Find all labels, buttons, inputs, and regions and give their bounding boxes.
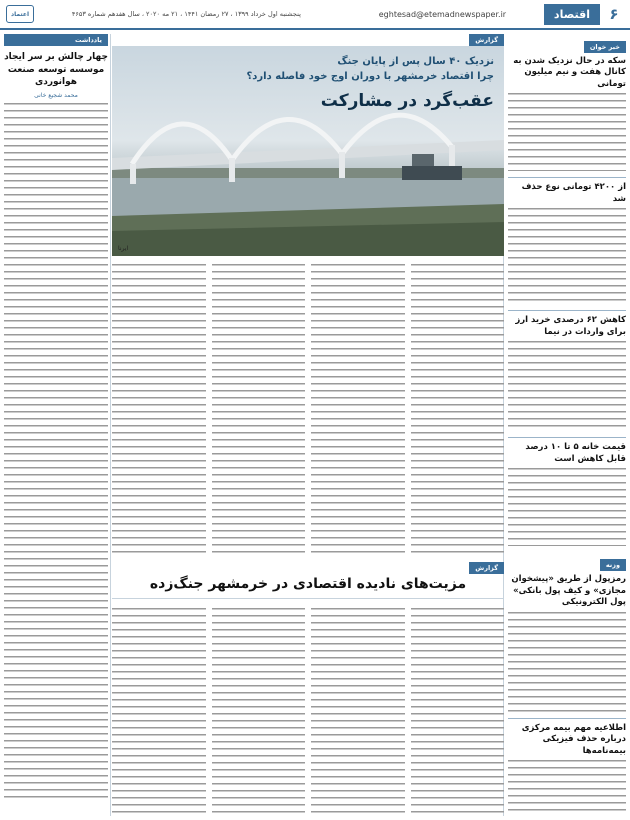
page-header (0, 0, 630, 30)
feature-photo (112, 46, 504, 256)
brief-body-text (508, 208, 626, 304)
section-label-group (544, 4, 624, 25)
photo-credit: ایرنا (118, 245, 129, 252)
page-number: ۶ (609, 5, 619, 23)
opinion-body-text (4, 103, 108, 803)
brief-title[interactable]: قیمت خانه ۵ تا ۱۰ درصد قابل کاهش است (525, 442, 626, 464)
brief-title[interactable]: از ۴۲۰۰ تومانی نوع حذف شد (521, 182, 626, 204)
body-column (311, 264, 405, 554)
opinion-column (4, 34, 108, 816)
body-column (411, 608, 505, 814)
divider (508, 177, 626, 178)
brief-item (508, 182, 626, 304)
issue-date-line: پنجشنبه اول خرداد ۱۳۹۹ ، ۲۷ رمضان ۱۴۴۱ ، ۲۱ مه ۲۰۲۰ ، سال هفدهم شماره ۴۶۵۳ (71, 10, 301, 18)
brief-title[interactable]: کاهش ۶۲ درصدی خرید ارز برای واردات در نیما (515, 315, 626, 337)
opinion-author: محمد شجیع خانی (34, 91, 78, 99)
sidebar-tag-secondary: وزنه (600, 559, 626, 571)
column-divider (110, 34, 111, 816)
opinion-title[interactable]: چهار چالش بر سر ایجاد موسسه توسعه صنعت هوانوردی (4, 52, 108, 88)
brief-title[interactable]: اطلاعیه مهم بیمه مرکزی درباره حذف فیزیکی بیمه‌نامه‌ها (521, 722, 626, 756)
body-column (411, 264, 505, 554)
sidebar-tag: خبر خوان (584, 41, 626, 53)
brief-item (508, 442, 626, 546)
headline-overlay (246, 54, 494, 114)
body-column (212, 264, 306, 554)
overline-secondary: چرا اقتصاد خرمشهر با دوران اوج خود فاصله دارد؟ (246, 71, 494, 82)
section-name: اقتصاد (544, 4, 600, 25)
divider (508, 718, 626, 719)
divider (508, 437, 626, 438)
brief-item (508, 723, 626, 816)
brief-item (508, 56, 626, 171)
opinion-tag: یادداشت (4, 34, 108, 46)
brief-body-text (508, 93, 626, 171)
brief-title[interactable]: سکه در حال نزدیک شدن به کانال هفت و نیم میلیون تومانی (513, 56, 626, 89)
overline-primary: نزدیک ۴۰ سال پس از پایان جنگ (337, 56, 494, 67)
section-email[interactable]: eghtesad@etemadnewspaper.ir (378, 9, 507, 19)
second-kicker: گزارش (469, 562, 504, 574)
body-column (112, 608, 206, 814)
brief-item (508, 315, 626, 431)
feature-headline[interactable]: عقب‌گرد در مشارکت (320, 91, 494, 111)
second-article-body (112, 608, 504, 814)
newspaper-logo: اعتماد (6, 5, 34, 23)
brief-body-text (508, 612, 626, 712)
brief-body-text (508, 468, 626, 546)
second-headline[interactable]: مزیت‌های نادیده اقتصادی در خرمشهر جنگ‌زده (112, 576, 504, 599)
body-column (112, 264, 206, 554)
brief-title[interactable]: رمزپول از طریق «پیشخوان مجازی» و کیف پول بانکی» پول الکترونیکی (511, 574, 626, 608)
news-brief-sidebar (508, 34, 626, 816)
feature-kicker: گزارش (469, 34, 504, 46)
divider (508, 310, 626, 311)
brief-body-text (508, 760, 626, 816)
brief-body-text (508, 341, 626, 431)
feature-body (112, 264, 504, 554)
brief-item (508, 574, 626, 711)
main-feature (112, 34, 504, 816)
body-column (311, 608, 405, 814)
body-column (212, 608, 306, 814)
